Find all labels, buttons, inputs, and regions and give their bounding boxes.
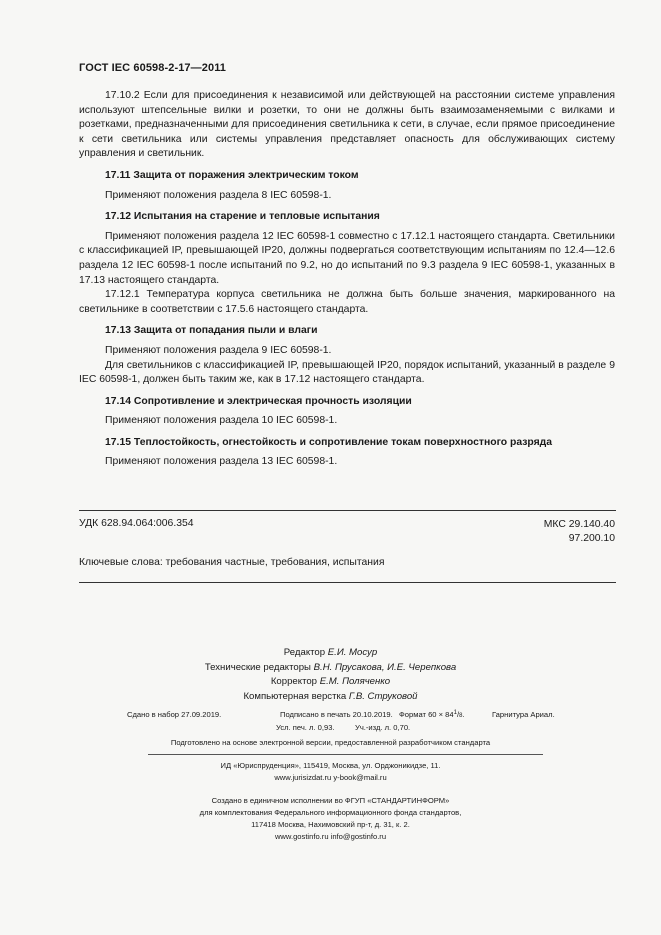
print-sheets-1: Усл. печ. л. 0,93. [276, 723, 335, 732]
heading-17-15: 17.15 Теплостойкость, огнестойкость и сопротивление токам поверхностного разряда [105, 436, 553, 448]
paragraph: Для светильников с классификацией IP, превышающей IP20, порядок испытаний, указанный в разделе 9 IEC 60598-1, должен быть таким же, как в 17.12 настоящего стандарта. [79, 359, 615, 386]
print-font: Гарнитура Ариал. [492, 710, 555, 719]
page-header: ГОСТ IEC 60598-2-17—2011 [79, 62, 227, 74]
divider [79, 510, 616, 511]
print-sent: Сдано в набор 27.09.2019. [127, 710, 222, 719]
heading-17-13: 17.13 Защита от попадания пыли и влаги [105, 325, 318, 337]
creator-line-2: для комплектования Федерального информационного фонда стандартов, [199, 808, 462, 817]
creator-line-1: Создано в единичном исполнении во ФГУП «СТАНДАРТИНФОРМ» [211, 796, 450, 805]
editor-line: Редактор Е.И. Мосур [283, 647, 378, 658]
paragraph: Применяют положения раздела 12 IEC 60598-1 совместно с 17.12.1 настоящего стандарта. Светильники с классификацией IP, превышающей IP20, должны подвергаться соответствующим испытаниям по 12.4—12.6 раздела 12 IEC 60598-1 после испытаний по 9.2, но до испытаний по 9.3 раздела 9 IEC 60598-1, указанных в 17.13 настоящего стандарта. [79, 230, 615, 286]
creator-block [0, 795, 661, 843]
paragraph: Применяют положения раздела 8 IEC 60598-1. [105, 189, 332, 201]
udk-code: УДК 628.94.064:006.354 [79, 518, 194, 529]
publisher-block [0, 760, 661, 784]
print-sheets-2: Уч.-изд. л. 0,70. [355, 723, 411, 732]
print-signed: Подписано в печать 20.10.2019. [280, 710, 393, 719]
clause-17-10-2: 17.10.2 Если для присоединения к независимой или действующей на расстоянии системе управления используют штепсельные вилки и розетки, то они не должны быть взаимозаменяемыми с вилками и розетками, предназначенными для присоединения светильника к сети, в случае, если прямое присоединение к сети светильника или системы управления представляет опасность для обслуживающих систему управления и светильник. [79, 90, 615, 160]
creator-line-3: 117418 Москва, Нахимовский пр-т, д. 31, к. 2. [251, 820, 410, 829]
divider [79, 582, 616, 583]
keywords: Ключевые слова: требования частные, требования, испытания [79, 557, 385, 568]
publisher-contacts: www.jurisizdat.ru y-book@mail.ru [274, 773, 387, 782]
paragraph: Применяют положения раздела 9 IEC 60598-1. [105, 344, 332, 356]
creator-line-4: www.gostinfo.ru info@gostinfo.ru [274, 832, 387, 841]
print-format: Формат $60 \times 84^1/8$. [399, 710, 465, 719]
corrector-line: Корректор Е.М. Поляченко [270, 676, 391, 687]
paragraph: Применяют положения раздела 10 IEC 60598-1. [105, 415, 338, 427]
heading-17-11: 17.11 Защита от поражения электрическим током [105, 169, 359, 181]
divider [148, 754, 543, 755]
publisher-address: ИД «Юриспруденция», 115419, Москва, ул. Орджоникидзе, 11. [220, 761, 441, 770]
paragraph: Применяют положения раздела 13 IEC 60598-1. [105, 456, 338, 468]
imprint-block [0, 646, 661, 704]
prepared-note: Подготовлено на основе электронной версии, предоставленной разработчиком стандарта [170, 738, 491, 747]
heading-17-14: 17.14 Сопротивление и электрическая прочность изоляции [105, 395, 412, 407]
mks-code-1: МКС 29.140.40 [543, 519, 615, 530]
mks-code-2: 97.200.10 [568, 533, 615, 544]
body-text [79, 89, 615, 470]
layout-line: Компьютерная верстка Г.В. Струковой [243, 690, 418, 702]
mks-codes [544, 518, 615, 546]
clause-17-12-1: 17.12.1 Температура корпуса светильника не должна быть больше значения, маркированного на светильнике в соответствии с 17.5.6 настоящего стандарта. [79, 289, 615, 315]
tech-editors-line: Технические редакторы В.Н. Прусакова, И.Е. Черепкова [204, 661, 457, 673]
heading-17-12: 17.12 Испытания на старение и тепловые испытания [105, 211, 380, 223]
